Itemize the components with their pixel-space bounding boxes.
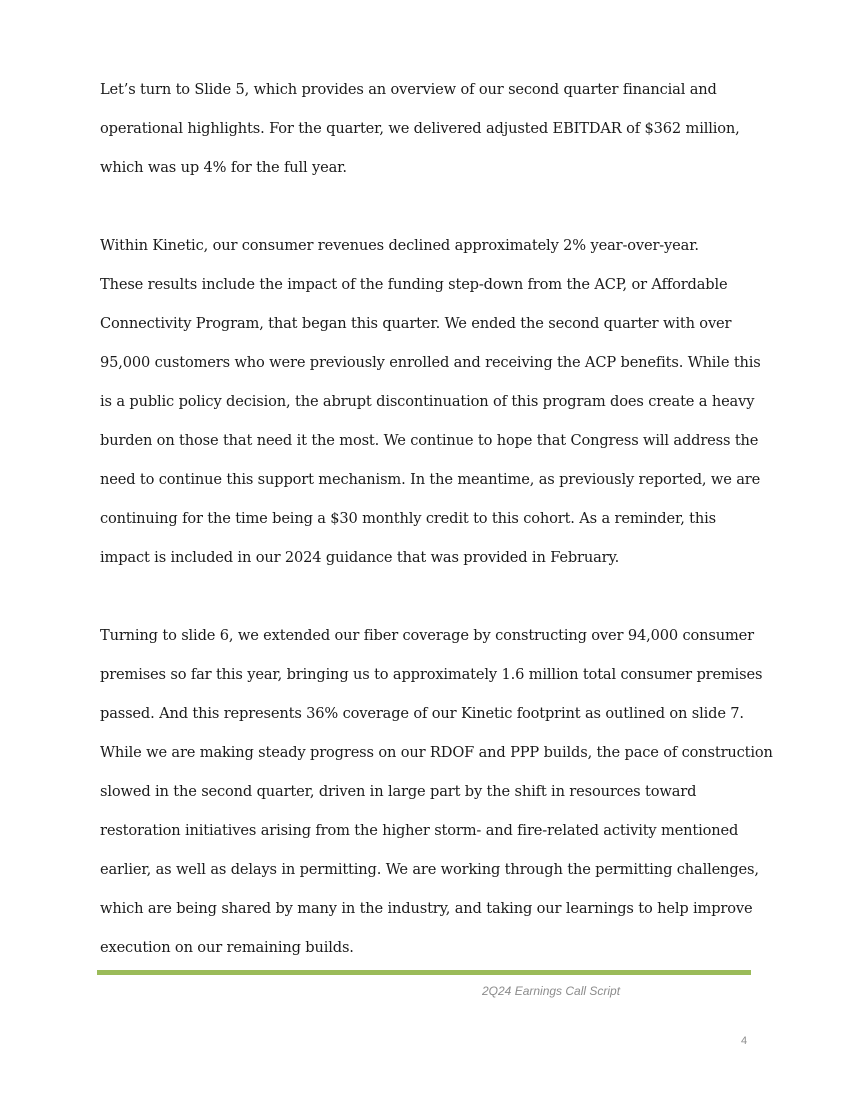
paragraph-2-line-1: Within Kinetic, our consumer revenues declined approximately 2% year-over-year. xyxy=(100,237,699,254)
paragraph-2-line-4: 95,000 customers who were previously enrolled and receiving the ACP benefits. While this xyxy=(100,354,761,371)
paragraph-1-line-1: Let’s turn to Slide 5, which provides an overview of our second quarter financial and xyxy=(100,81,717,98)
paragraph-2-line-9: impact is included in our 2024 guidance that was provided in February. xyxy=(100,549,620,566)
paragraph-1-line-2: operational highlights. For the quarter, we delivered adjusted EBITDAR of $362 million, xyxy=(100,120,740,137)
paragraph-3-line-3: passed. And this represents 36% coverage of our Kinetic footprint as outlined on slide 7. xyxy=(100,705,744,722)
page-number: 4 xyxy=(741,1035,748,1047)
paragraph-2-line-2: These results include the impact of the funding step-down from the ACP, or Affordable xyxy=(100,276,728,293)
paragraph-3-line-7: earlier, as well as delays in permitting. We are working through the permitting challenges, xyxy=(100,861,759,878)
paragraph-3-line-6: restoration initiatives arising from the higher storm- and fire-related activity mentioned xyxy=(100,822,739,839)
paragraph-2-line-8: continuing for the time being a $30 monthly credit to this cohort. As a reminder, this xyxy=(100,510,717,527)
paragraph-2-line-6: burden on those that need it the most. We continue to hope that Congress will address the xyxy=(100,432,759,449)
paragraph-2-line-7: need to continue this support mechanism. In the meantime, as previously reported, we are xyxy=(100,471,761,488)
paragraph-3-line-1: Turning to slide 6, we extended our fiber coverage by constructing over 94,000 consumer xyxy=(100,627,754,644)
footer-document-title: 2Q24 Earnings Call Script xyxy=(482,984,621,998)
paragraph-2-line-3: Connectivity Program, that began this quarter. We ended the second quarter with over xyxy=(100,315,732,332)
paragraph-3-line-9: execution on our remaining builds. xyxy=(100,939,354,956)
paragraph-3-line-4: While we are making steady progress on our RDOF and PPP builds, the pace of construction xyxy=(100,744,773,761)
paragraph-3-line-2: premises so far this year, bringing us to approximately 1.6 million total consumer premises xyxy=(100,666,763,683)
footer-divider xyxy=(97,970,751,975)
paragraph-3-line-5: slowed in the second quarter, driven in large part by the shift in resources toward xyxy=(100,783,697,800)
paragraph-3-line-8: which are being shared by many in the industry, and taking our learnings to help improve xyxy=(100,900,753,917)
paragraph-1-line-3: which was up 4% for the full year. xyxy=(100,159,347,176)
paragraph-2-line-5: is a public policy decision, the abrupt discontinuation of this program does create a heavy xyxy=(100,393,755,410)
